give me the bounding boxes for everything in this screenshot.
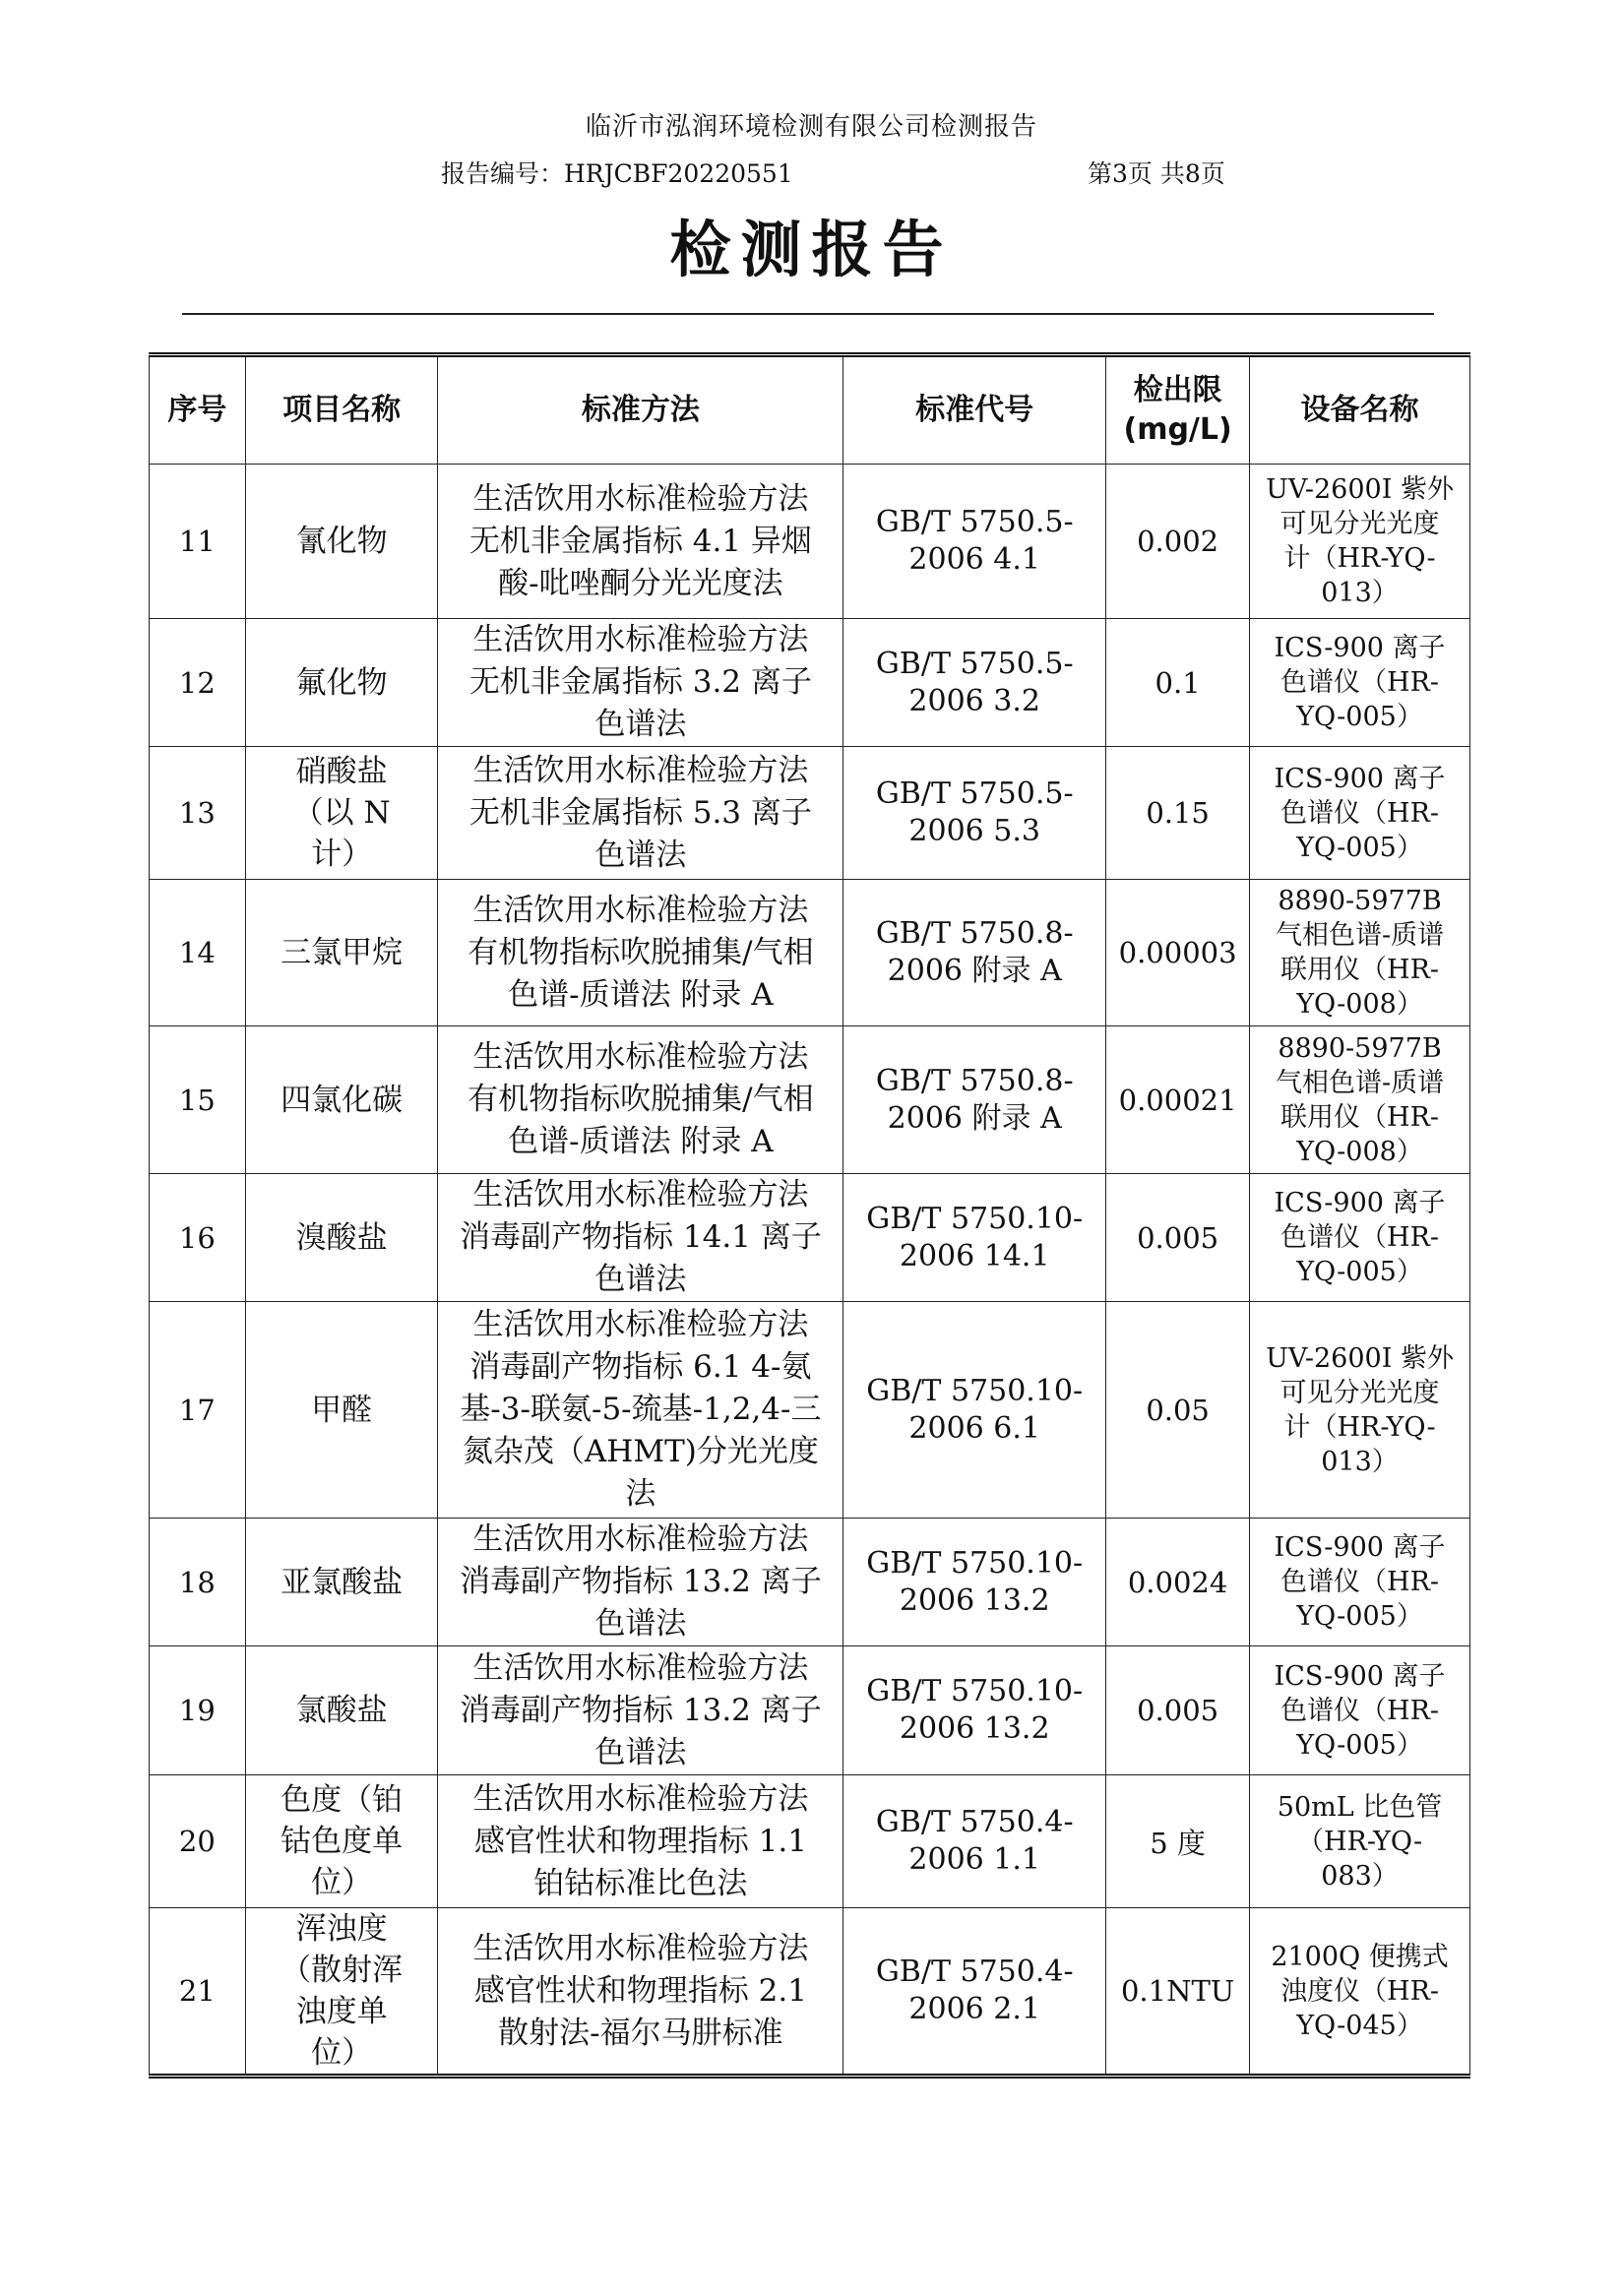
cell-method-line: 基-3-联氨-5-巯基-1,2,4-三 — [460, 1392, 822, 1427]
cell-equipment-line: YQ-008） — [1296, 1136, 1423, 1167]
cell-method-line: 生活饮用水标准检验方法 — [472, 1039, 809, 1075]
table-row — [150, 880, 1470, 1026]
cell-seq: 12 — [150, 619, 246, 747]
cell-method-line: 感官性状和物理指标 1.1 — [473, 1823, 807, 1859]
cell-method-line: 生活饮用水标准检验方法 — [472, 1780, 809, 1817]
header-seq: 序号 — [150, 355, 246, 465]
cell-equipment-line: 气相色谱-质谱 — [1275, 1067, 1445, 1098]
table-row — [150, 1026, 1470, 1174]
cell-item-line: 氰化物 — [295, 524, 388, 559]
cell-seq: 21 — [150, 1908, 246, 2077]
cell-method-line: 无机非金属指标 3.2 离子 — [468, 664, 812, 700]
cell-method-line: 消毒副产物指标 13.2 离子 — [460, 1692, 822, 1728]
cell-method-line: 生活饮用水标准检验方法 — [472, 752, 809, 788]
cell-equipment-line: 气相色谱-质谱 — [1275, 920, 1445, 951]
cell-code-line: 2006 3.2 — [908, 683, 1041, 718]
page-title: 检测报告 — [669, 214, 954, 285]
cell-code — [843, 1519, 1106, 1646]
header-limit — [1106, 355, 1250, 465]
cell-equipment-line: 联用仪（HR- — [1280, 955, 1440, 985]
cell-method-line: 有机物指标吹脱捕集/气相 — [468, 1082, 814, 1117]
cell-equipment-line: 083） — [1321, 1860, 1399, 1892]
cell-equipment-line: YQ-005） — [1296, 702, 1423, 732]
table-row — [150, 1646, 1470, 1775]
page-info: 第3页 共8页 — [1088, 159, 1225, 188]
cell-code-line: GB/T 5750.10- — [866, 1545, 1084, 1581]
cell-code-line: 2006 13.2 — [899, 1582, 1050, 1618]
cell-equipment-line: YQ-005） — [1296, 1257, 1423, 1287]
cell-item-line: 四氯化碳 — [281, 1082, 404, 1118]
cell-equipment-line: （HR-YQ- — [1296, 1826, 1423, 1857]
cell-limit: 0.0024 — [1106, 1519, 1250, 1646]
header-limit-label: 检出限 — [1133, 373, 1222, 407]
cell-equipment-line: 色谱仪（HR- — [1280, 797, 1440, 829]
cell-method-line: 有机物指标吹脱捕集/气相 — [468, 934, 814, 970]
cell-equipment-line: YQ-045） — [1296, 2010, 1423, 2041]
cell-seq: 16 — [150, 1174, 246, 1302]
cell-limit: 5 度 — [1106, 1775, 1250, 1908]
cell-equipment-line: YQ-005） — [1296, 1729, 1423, 1761]
cell-code-line: GB/T 5750.10- — [866, 1201, 1084, 1236]
cell-limit: 0.005 — [1106, 1174, 1250, 1302]
cell-item — [245, 1908, 438, 2077]
cell-equipment — [1250, 1908, 1470, 2077]
cell-item — [245, 1174, 438, 1302]
header-method: 标准方法 — [438, 355, 843, 465]
cell-code — [843, 1302, 1106, 1519]
title-divider — [182, 313, 1434, 315]
cell-equipment — [1250, 1519, 1470, 1646]
cell-equipment — [1250, 880, 1470, 1026]
cell-code-line: GB/T 5750.10- — [866, 1674, 1084, 1708]
header-code: 标准代号 — [843, 355, 1106, 465]
cell-item-line: 氯酸盐 — [295, 1693, 388, 1728]
cell-code-line: 2006 13.2 — [899, 1711, 1050, 1746]
cell-seq: 17 — [150, 1302, 246, 1519]
cell-equipment — [1250, 1026, 1470, 1174]
cell-item-line: 甲醛 — [311, 1392, 373, 1428]
cell-code — [843, 619, 1106, 747]
cell-equipment-line: 色谱仪（HR- — [1280, 1695, 1440, 1726]
cell-equipment-line: ICS-900 离子 — [1274, 633, 1446, 663]
cell-code — [843, 1174, 1106, 1302]
cell-method — [438, 465, 843, 619]
cell-method-line: 生活饮用水标准检验方法 — [472, 1307, 809, 1342]
cell-code-line: 2006 附录 A — [887, 1100, 1062, 1136]
cell-equipment-line: 联用仪（HR- — [1280, 1101, 1440, 1133]
cell-seq: 18 — [150, 1519, 246, 1646]
cell-method-line: 生活饮用水标准检验方法 — [472, 1521, 809, 1557]
cell-limit: 0.1NTU — [1106, 1908, 1250, 2077]
cell-code-line: GB/T 5750.8- — [875, 916, 1074, 951]
cell-method-line: 生活饮用水标准检验方法 — [472, 622, 809, 657]
cell-method-line: 消毒副产物指标 13.2 离子 — [460, 1564, 822, 1599]
cell-code-line: GB/T 5750.5- — [875, 776, 1074, 811]
cell-equipment-line: 色谱仪（HR- — [1280, 1567, 1440, 1597]
cell-code — [843, 465, 1106, 619]
cell-method-line: 色谱法 — [594, 1262, 687, 1297]
cell-limit: 0.00021 — [1106, 1026, 1250, 1174]
cell-code — [843, 880, 1106, 1026]
cell-method-line: 无机非金属指标 4.1 异烟 — [468, 523, 812, 559]
cell-item-line: 溴酸盐 — [295, 1219, 388, 1256]
cell-code-line: 2006 1.1 — [908, 1842, 1041, 1877]
cell-seq: 14 — [150, 880, 246, 1026]
cell-method-line: 散射法-福尔马肼标准 — [498, 2015, 783, 2051]
cell-method — [438, 1026, 843, 1174]
cell-method-line: 生活饮用水标准检验方法 — [472, 1649, 809, 1686]
cell-equipment-line: UV-2600I 紫外 — [1266, 1342, 1454, 1374]
test-methods-table — [149, 352, 1470, 2079]
cell-equipment-line: UV-2600I 紫外 — [1266, 474, 1454, 505]
cell-code — [843, 1646, 1106, 1775]
cell-method — [438, 747, 843, 880]
cell-item-line: 浊度单 — [295, 1994, 388, 2029]
table-row — [150, 1775, 1470, 1908]
cell-item — [245, 1302, 438, 1519]
cell-seq: 19 — [150, 1646, 246, 1775]
cell-code-line: 2006 6.1 — [908, 1410, 1041, 1446]
cell-code-line: 2006 附录 A — [887, 954, 1062, 988]
cell-equipment-line: 计（HR-YQ- — [1283, 1411, 1436, 1443]
cell-seq: 15 — [150, 1026, 246, 1174]
cell-item-line: 三氯甲烷 — [281, 935, 404, 970]
cell-equipment — [1250, 619, 1470, 747]
cell-item-line: （散射浑 — [281, 1953, 404, 1988]
cell-method-line: 色谱法 — [594, 1606, 687, 1642]
cell-equipment-line: ICS-900 离子 — [1274, 1532, 1446, 1563]
cell-item — [245, 747, 438, 880]
cell-item-line: 硝酸盐 — [295, 754, 388, 789]
cell-limit: 0.1 — [1106, 619, 1250, 747]
cell-code-line: 2006 14.1 — [899, 1238, 1050, 1273]
cell-method — [438, 1174, 843, 1302]
cell-seq: 13 — [150, 747, 246, 880]
cell-method — [438, 1646, 843, 1775]
cell-code-line: GB/T 5750.5- — [875, 505, 1074, 539]
header-item: 项目名称 — [245, 355, 438, 465]
cell-item-line: 色度（铂 — [281, 1782, 404, 1818]
cell-equipment — [1250, 1174, 1470, 1302]
cell-method-line: 生活饮用水标准检验方法 — [472, 1177, 809, 1212]
cell-method-line: 生活饮用水标准检验方法 — [472, 892, 809, 928]
cell-item-line: 浑浊度 — [295, 1911, 388, 1947]
cell-method-line: 色谱法 — [594, 707, 687, 742]
cell-equipment-line: 可见分光光度 — [1280, 1377, 1440, 1408]
cell-method-line: 色谱法 — [594, 1734, 687, 1770]
table-row — [150, 1174, 1470, 1302]
cell-method — [438, 619, 843, 747]
cell-equipment-line: 计（HR-YQ- — [1283, 543, 1436, 574]
cell-item-line: 计） — [311, 837, 373, 872]
cell-limit: 0.005 — [1106, 1646, 1250, 1775]
cell-code-line: 2006 5.3 — [908, 814, 1041, 848]
cell-equipment-line: 50mL 比色管 — [1277, 1791, 1443, 1823]
cell-method-line: 氮杂茂（AHMT)分光光度 — [462, 1434, 819, 1469]
cell-method-line: 铂钴标准比色法 — [533, 1865, 748, 1901]
cell-seq: 20 — [150, 1775, 246, 1908]
cell-item-line: 钴色度单 — [281, 1824, 404, 1859]
cell-equipment-line: 8890-5977B — [1278, 1032, 1442, 1064]
cell-equipment-line: 013） — [1321, 1446, 1399, 1477]
cell-item — [245, 1026, 438, 1174]
cell-equipment-line: 色谱仪（HR- — [1280, 1222, 1440, 1253]
cell-equipment — [1250, 747, 1470, 880]
cell-limit: 0.15 — [1106, 747, 1250, 880]
cell-equipment-line: ICS-900 离子 — [1274, 763, 1446, 794]
cell-method — [438, 1775, 843, 1908]
cell-code-line: GB/T 5750.4- — [875, 1805, 1074, 1839]
cell-item — [245, 465, 438, 619]
cell-code-line: 2006 4.1 — [908, 542, 1041, 577]
cell-seq: 11 — [150, 465, 246, 619]
cell-equipment-line: YQ-005） — [1296, 832, 1423, 863]
table-row — [150, 465, 1470, 619]
cell-equipment-line: YQ-008） — [1296, 989, 1423, 1020]
cell-code-line: GB/T 5750.4- — [875, 1955, 1074, 1989]
table-row — [150, 619, 1470, 747]
cell-item — [245, 1775, 438, 1908]
cell-item — [245, 1519, 438, 1646]
cell-equipment-line: 浊度仪（HR- — [1280, 1975, 1440, 2007]
company-report-header: 临沂市泓润环境检测有限公司检测报告 — [585, 112, 1037, 142]
cell-item — [245, 619, 438, 747]
cell-code — [843, 1908, 1106, 2077]
cell-code — [843, 747, 1106, 880]
cell-method-line: 消毒副产物指标 14.1 离子 — [460, 1219, 822, 1255]
table-row — [150, 747, 1470, 880]
cell-method-line: 感官性状和物理指标 2.1 — [473, 1972, 807, 2009]
table-row — [150, 1519, 1470, 1646]
cell-item-line: （以 N — [292, 795, 391, 831]
header-equipment: 设备名称 — [1250, 355, 1470, 465]
header-limit-unit: (mg/L) — [1123, 412, 1232, 447]
cell-equipment-line: YQ-005） — [1296, 1601, 1423, 1632]
cell-limit: 0.05 — [1106, 1302, 1250, 1519]
cell-item-line: 位） — [311, 1865, 373, 1900]
cell-code — [843, 1026, 1106, 1174]
cell-equipment-line: 色谱仪（HR- — [1280, 667, 1440, 698]
cell-code-line: 2006 2.1 — [908, 1992, 1041, 2026]
cell-item — [245, 880, 438, 1026]
cell-method-line: 生活饮用水标准检验方法 — [472, 1930, 809, 1966]
cell-code — [843, 1775, 1106, 1908]
table-row — [150, 1908, 1470, 2077]
cell-code-line: GB/T 5750.10- — [866, 1373, 1084, 1408]
cell-method-line: 无机非金属指标 5.3 离子 — [468, 794, 812, 831]
cell-item-line: 氟化物 — [295, 664, 388, 701]
cell-method-line: 色谱-质谱法 附录 A — [508, 1124, 774, 1159]
cell-equipment — [1250, 465, 1470, 619]
cell-method — [438, 880, 843, 1026]
cell-equipment-line: ICS-900 离子 — [1274, 1660, 1446, 1692]
cell-equipment — [1250, 1775, 1470, 1908]
cell-method — [438, 1519, 843, 1646]
table-header-row — [150, 355, 1470, 465]
cell-method — [438, 1302, 843, 1519]
cell-code-line: GB/T 5750.8- — [875, 1063, 1074, 1098]
cell-item — [245, 1646, 438, 1775]
cell-item-line: 亚氯酸盐 — [281, 1564, 404, 1600]
cell-equipment-line: 8890-5977B — [1278, 886, 1442, 916]
cell-equipment-line: 可见分光光度 — [1280, 509, 1440, 539]
cell-method-line: 色谱-质谱法 附录 A — [508, 976, 774, 1013]
cell-method-line: 法 — [625, 1476, 656, 1512]
cell-limit: 0.00003 — [1106, 880, 1250, 1026]
cell-limit: 0.002 — [1106, 465, 1250, 619]
cell-method — [438, 1908, 843, 2077]
cell-code-line: GB/T 5750.5- — [875, 646, 1074, 681]
cell-method-line: 消毒副产物指标 6.1 4-氨 — [469, 1349, 812, 1385]
cell-method-line: 生活饮用水标准检验方法 — [472, 480, 809, 517]
cell-equipment — [1250, 1302, 1470, 1519]
table-row — [150, 1302, 1470, 1519]
cell-equipment — [1250, 1646, 1470, 1775]
cell-equipment-line: 013） — [1321, 578, 1399, 608]
cell-item-line: 位） — [311, 2035, 373, 2071]
cell-equipment-line: 2100Q 便携式 — [1271, 1941, 1449, 1972]
cell-equipment-line: ICS-900 离子 — [1274, 1188, 1446, 1218]
report-number: 报告编号：HRJCBF20220551 — [441, 159, 793, 188]
cell-method-line: 酸-吡唑酮分光光度法 — [498, 565, 783, 601]
cell-method-line: 色谱法 — [594, 837, 687, 873]
